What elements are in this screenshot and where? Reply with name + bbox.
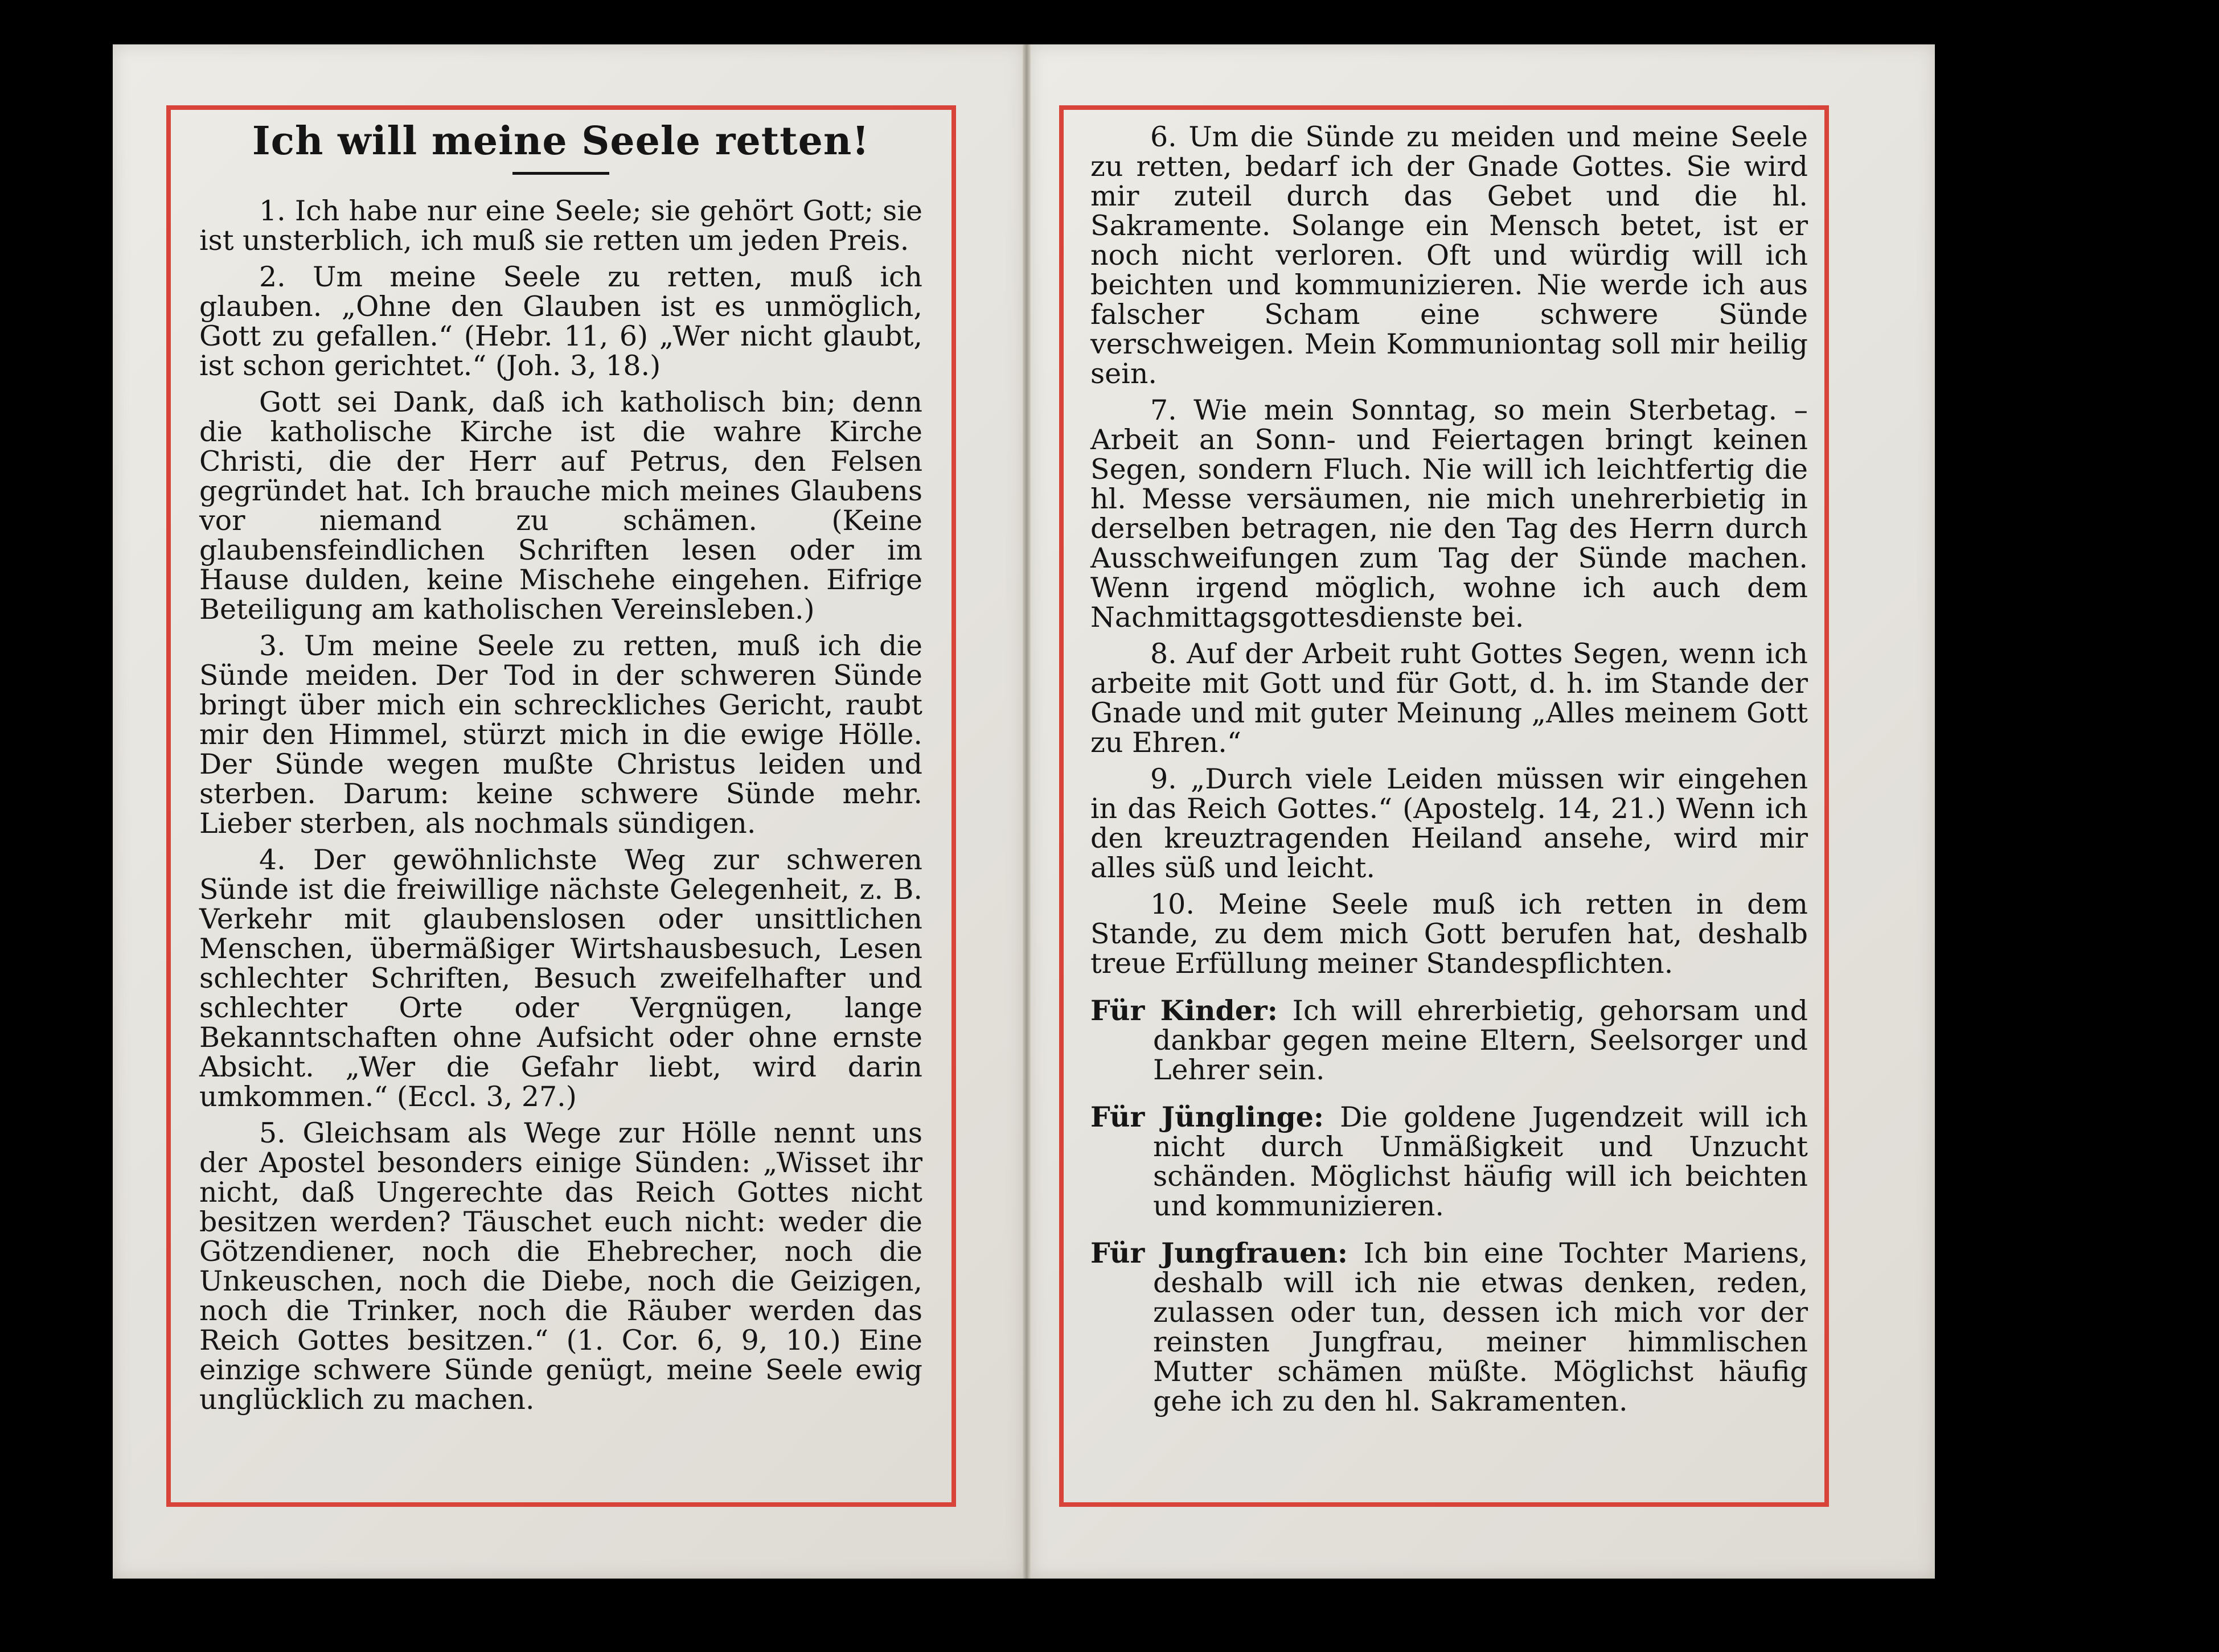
page-title: Ich will meine Seele retten!: [252, 118, 870, 164]
entry-youths-text: Die goldene Jugendzeit will ich nicht durch Unmäßigkeit und Unzucht schänden. Möglichst häufig will ich beichten und kommunizieren.: [1153, 1101, 1808, 1222]
paragraph-6: 6. Um die Sünde zu meiden und meine Seele zu retten, bedarf ich der Gnade Gottes. Sie wird mir zuteil durch das Gebet und die hl. Sakramente. Solange ein Mensch betet, ist er noch nicht verloren. Oft und würdig will ich beichten und kommunizieren. Nie werde ich aus falscher Scham eine schwere Sünde verschweigen. Mein Kommuniontag soll mir heilig sein.: [1090, 121, 1808, 390]
entry-youths: [1090, 1102, 1808, 1221]
paragraph-7: 7. Wie mein Sonntag, so mein Sterbetag. – Arbeit an Sonn- und Feiertagen bringt keinen Segen, sondern Fluch. Nie will ich leichtfertig die hl. Messe versäumen, nie mich unehrerbietig in derselben betragen, nie den Tag des Herrn durch Ausschweifungen zum Tag der Sünde machen. Wenn irgend möglich, wohne ich auch dem Nachmittagsgottesdienste bei.: [1090, 394, 1808, 634]
entry-maidens-text: Ich bin eine Tochter Mariens, deshalb will ich nie etwas denken, reden, zulassen oder tun, dessen ich mich vor der reinsten Jungfrau, meiner himmlischen Mutter schämen müßte. Möglichst häufig gehe ich zu den hl. Sakramenten.: [1153, 1237, 1808, 1417]
paragraph-2: 2. Um meine Seele zu retten, muß ich glauben. „Ohne den Glauben ist es unmöglich, Gott zu gefallen.“ (Hebr. 11, 6) „Wer nicht glaubt, ist schon gerichtet.“ (Joh. 3, 18.): [199, 261, 922, 382]
title-underline: [512, 172, 609, 175]
paragraph-8: 8. Auf der Arbeit ruht Gottes Segen, wenn ich arbeite mit Gott und für Gott, d. h. im Stande der Gnade und mit guter Meinung „Alles meinem Gott zu Ehren.“: [1090, 638, 1808, 759]
paragraph-10: 10. Meine Seele muß ich retten in dem Stande, zu dem mich Gott berufen hat, deshalb treue Erfüllung meiner Standespflichten.: [1090, 888, 1808, 980]
center-fold: [1023, 44, 1031, 1579]
left-page-text: [199, 114, 922, 1421]
entry-children-text: Ich will ehrerbietig, gehorsam und dankbar gegen meine Eltern, Seelsorger und Lehrer sein.: [1153, 995, 1808, 1086]
paragraph-2-continued: Gott sei Dank, daß ich katholisch bin; denn die katholische Kirche ist die wahre Kirche Christi, die der Herr auf Petrus, den Felsen gegründet hat. Ich brauche mich meines Glaubens vor niemand zu schämen. (Keine glaubensfeindlichen Schriften lesen oder im Hause dulden, keine Mischehe eingehen. Eifrige Beteiligung am katholischen Vereinsleben.): [199, 386, 922, 626]
paragraph-5: 5. Gleichsam als Wege zur Hölle nennt uns der Apostel besonders einige Sünden: „Wisset ihr nicht, daß Ungerechte das Reich Gottes nicht besitzen werden? Täuschet euch nicht: weder die Götzendiener, noch die Ehebrecher, noch die Unkeuschen, noch die Diebe, noch die Geizigen, noch die Trinker, noch die Räuber werden das Reich Gottes besitzen.“ (1. Cor. 6, 9, 10.) Eine einzige schwere Sünde genügt, meine Seele ewig unglücklich zu machen.: [199, 1117, 922, 1416]
entry-children: [1090, 996, 1808, 1085]
paragraph-1: 1. Ich habe nur eine Seele; sie gehört Gott; sie ist unsterblich, ich muß sie retten um jeden Preis.: [199, 195, 922, 257]
paragraph-9: 9. „Durch viele Leiden müssen wir eingehen in das Reich Gottes.“ (Apostelg. 14, 21.) Wenn ich den kreuztragenden Heiland ansehe, wird mir alles süß und leicht.: [1090, 763, 1808, 884]
entry-children-label: Für Kinder:: [1090, 994, 1278, 1027]
paragraph-4: 4. Der gewöhnlichste Weg zur schweren Sünde ist die freiwillige nächste Gelegenheit, z. B. Verkehr mit glaubenslosen oder unsittlichen Menschen, übermäßiger Wirtshausbesuch, Lesen schlechter Schriften, Besuch zweifelhafter und schlechter Orte oder Vergnügen, lange Bekanntschaften ohne Aufsicht oder ohne ernste Absicht. „Wer die Gefahr liebt, wird darin umkommen.“ (Eccl. 3, 27.): [199, 844, 922, 1113]
right-page-text: [1090, 122, 1808, 1433]
paragraph-3: 3. Um meine Seele zu retten, muß ich die Sünde meiden. Der Tod in der schweren Sünde bringt über mich ein schreckliches Gericht, raubt mir den Himmel, stürzt mich in die ewige Hölle. Der Sünde wegen mußte Christus leiden und sterben. Darum: keine schwere Sünde mehr. Lieber sterben, als nochmals sündigen.: [199, 630, 922, 840]
entry-youths-label: Für Jünglinge:: [1090, 1100, 1324, 1133]
entry-maidens-label: Für Jungfrauen:: [1090, 1236, 1348, 1269]
entry-maidens: [1090, 1238, 1808, 1416]
